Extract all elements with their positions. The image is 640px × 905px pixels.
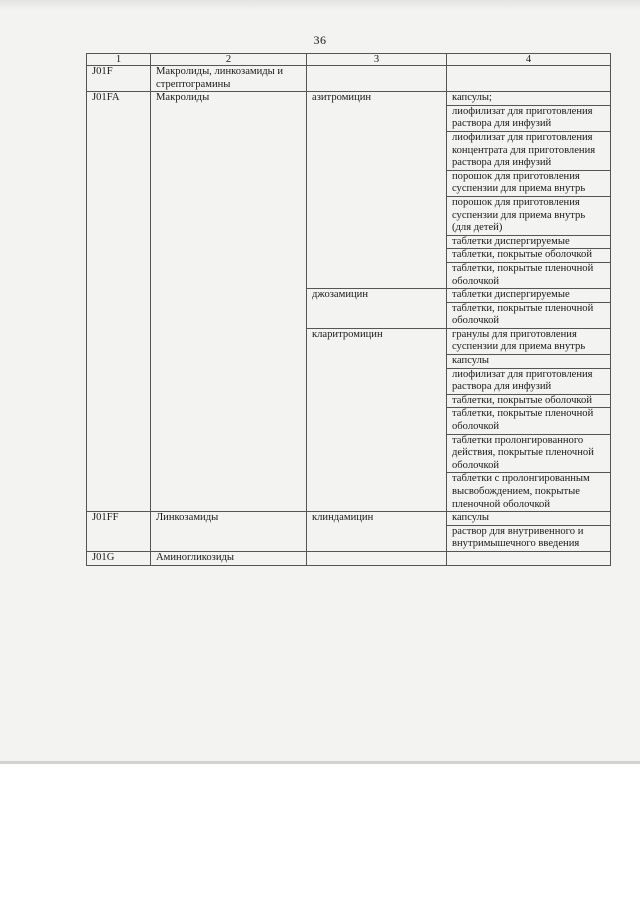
dosage-form-cell: таблетки с пролонгированным высвобождением, покрытые пленочной оболочкой (447, 473, 611, 512)
atc-code-cell: J01FF (87, 512, 151, 552)
dosage-form-cell: лиофилизат для приготовления раствора для инфузий (447, 105, 611, 131)
group-name-cell: Макролиды (151, 92, 307, 512)
dosage-form-cell: таблетки диспергируемые (447, 235, 611, 249)
atc-code-cell: J01F (87, 66, 151, 92)
dosage-form-cell: капсулы (447, 355, 611, 369)
atc-code-cell: J01G (87, 551, 151, 565)
table-row (87, 551, 611, 565)
dosage-form-cell: гранулы для приготовления суспензии для приема внутрь (447, 328, 611, 354)
table-row (87, 92, 611, 106)
table-row (87, 66, 611, 92)
dosage-form-cell: порошок для приготовления суспензии для приема внутрь (447, 170, 611, 196)
drug-name-cell (307, 551, 447, 565)
dosage-form-cell: капсулы (447, 512, 611, 526)
drug-name-cell: клиндамицин (307, 512, 447, 552)
dosage-form-cell: раствор для внутривенного и внутримышечного введения (447, 525, 611, 551)
dosage-form-cell: таблетки, покрытые пленочной оболочкой (447, 262, 611, 288)
dosage-form-cell: лиофилизат для приготовления концентрата для приготовления раствора для инфузий (447, 131, 611, 170)
drug-name-cell (307, 66, 447, 92)
column-header-4: 4 (447, 54, 611, 66)
dosage-form-cell: таблетки диспергируемые (447, 289, 611, 303)
table-row (87, 512, 611, 526)
drug-name-cell: джозамицин (307, 289, 447, 329)
group-name-cell: Макролиды, линкозамиды и стрептограмины (151, 66, 307, 92)
dosage-form-cell: таблетки, покрытые пленочной оболочкой (447, 302, 611, 328)
dosage-form-cell: таблетки, покрытые оболочкой (447, 394, 611, 408)
column-header-2: 2 (151, 54, 307, 66)
atc-code-cell: J01FA (87, 92, 151, 512)
column-header-3: 3 (307, 54, 447, 66)
dosage-form-cell: таблетки пролонгированного действия, покрытые пленочной оболочкой (447, 434, 611, 473)
drug-name-cell: азитромицин (307, 92, 447, 289)
dosage-form-cell: лиофилизат для приготовления раствора для инфузий (447, 368, 611, 394)
dosage-form-cell: порошок для приготовления суспензии для приема внутрь (для детей) (447, 196, 611, 235)
drug-table (86, 53, 611, 566)
group-name-cell: Линкозамиды (151, 512, 307, 552)
dosage-form-cell: таблетки, покрытые пленочной оболочкой (447, 408, 611, 434)
table-header-row (87, 54, 611, 66)
dosage-form-cell (447, 66, 611, 92)
drug-name-cell: кларитромицин (307, 328, 447, 511)
page-number: 36 (313, 33, 327, 47)
dosage-form-cell: таблетки, покрытые оболочкой (447, 249, 611, 263)
group-name-cell: Аминогликозиды (151, 551, 307, 565)
dosage-form-cell (447, 551, 611, 565)
dosage-form-cell: капсулы; (447, 92, 611, 106)
column-header-1: 1 (87, 54, 151, 66)
